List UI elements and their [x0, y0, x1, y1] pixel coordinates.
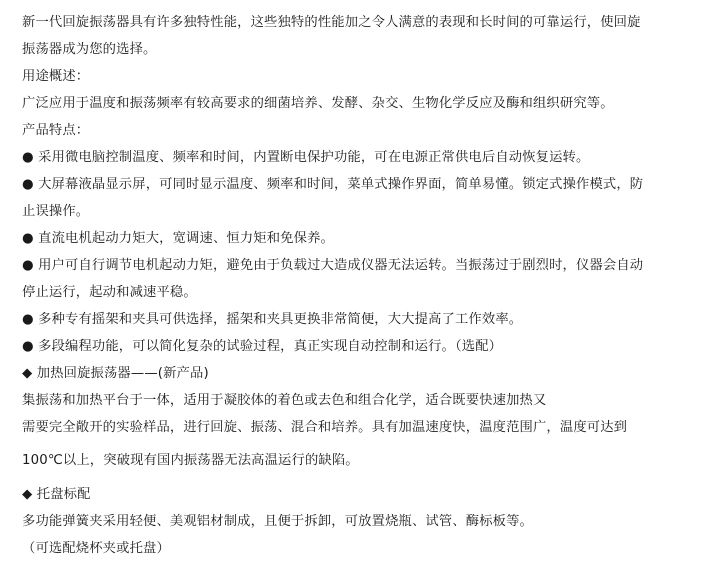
feature-item-2: ● 大屏幕液晶显示屏，可同时显示温度、频率和时间，菜单式操作界面，简单易懂。锁定式操作模式，防: [22, 177, 644, 192]
feature-item-2-cont: 止误操作。: [22, 204, 90, 219]
feature-item-6: ● 多段编程功能，可以简化复杂的试验过程，真正实现自动控制和运行。（选配）: [22, 339, 503, 354]
usage-heading: 用途概述：: [22, 69, 90, 84]
feature-item-5: ● 多种专有摇架和夹具可供选择，摇架和夹具更换非常简便，大大提高了工作效率。: [22, 312, 523, 327]
feature-item-4-cont: 停止运行，起动和减速平稳。: [22, 285, 197, 300]
tray-optional-note: （可选配烧杯夹或托盘）: [22, 541, 170, 556]
heated-shaker-text-1: 集振荡和加热平台于一体，适用于凝胶体的着色或去色和组合化学，适合既要快速加热又: [22, 393, 547, 408]
heated-shaker-text-2: 需要完全敞开的实验样品，进行回旋、振荡、混合和培养。具有加温速度快，温度范围广，温度可达到: [22, 420, 628, 435]
feature-item-4: ● 用户可自行调节电机起动力矩，避免由于负载过大造成仪器无法运转。当振荡过于剧烈时，仪器会自动: [22, 258, 644, 273]
feature-item-1: ● 采用微电脑控制温度、频率和时间，内置断电保护功能，可在电源正常供电后自动恢复运转。: [22, 150, 590, 165]
tray-heading: ◆ 托盘标配: [22, 487, 91, 502]
tray-text: 多功能弹簧夹采用轻便、美观铝材制成，且便于拆卸，可放置烧瓶、试管、酶标板等。: [22, 514, 533, 529]
features-heading: 产品特点：: [22, 123, 90, 138]
usage-text: 广泛应用于温度和振荡频率有较高要求的细菌培养、发酵、杂交、生物化学反应及酶和组织研究等。: [22, 96, 614, 111]
heated-shaker-heading: ◆ 加热回旋振荡器——(新产品): [22, 366, 209, 381]
intro-line-1: 新一代回旋振荡器具有许多独特性能，这些独特的性能加之令人满意的表现和长时间的可靠运行，使回旋: [22, 15, 641, 30]
feature-item-3: ● 直流电机起动力矩大，宽调速、恒力矩和免保养。: [22, 231, 334, 246]
heated-shaker-text-3: 100℃以上，突破现有国内振荡器无法高温运行的缺陷。: [22, 453, 359, 468]
intro-line-2: 振荡器成为您的选择。: [22, 42, 157, 57]
